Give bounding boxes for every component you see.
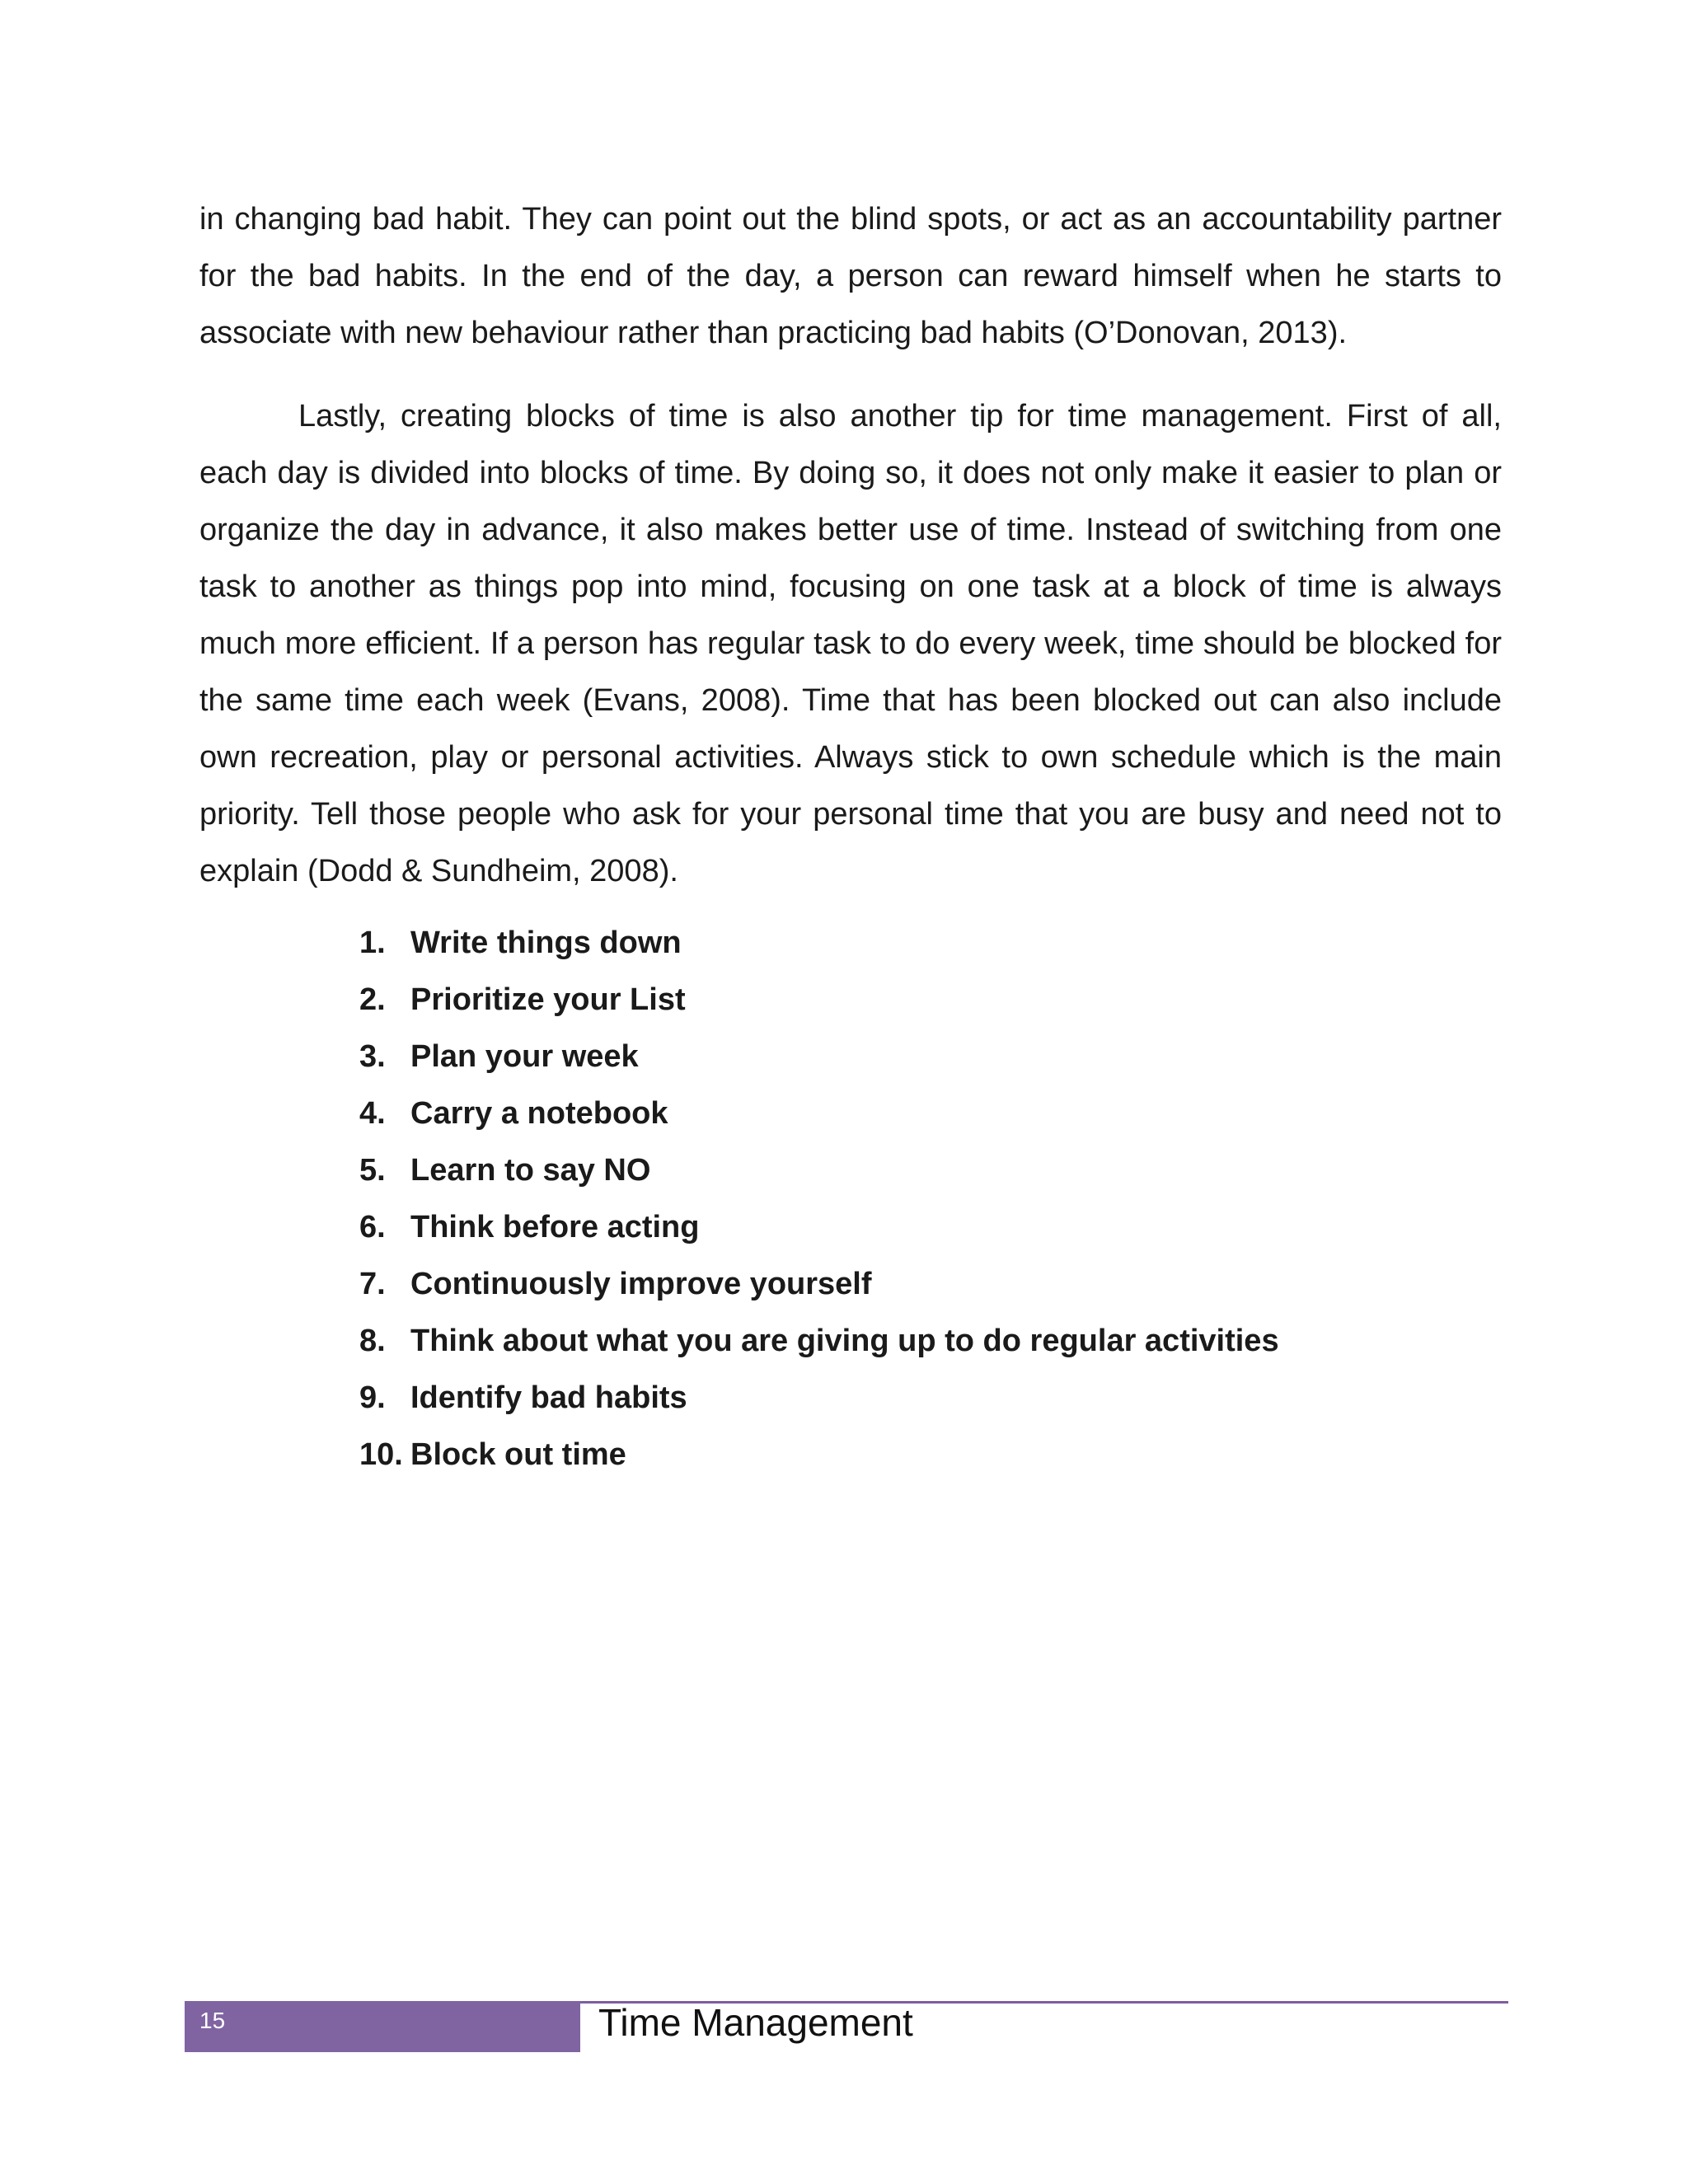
list-item-text: Continuously improve yourself	[410, 1267, 872, 1301]
list-item-text: Identify bad habits	[410, 1380, 687, 1415]
list-item-text: Think about what you are giving up to do regular activities	[410, 1324, 1279, 1358]
list-item-number: 4.	[359, 1096, 386, 1131]
list-item	[359, 915, 1502, 972]
list-item	[359, 1142, 1502, 1199]
list-item-text: Prioritize your List	[410, 982, 686, 1017]
list-item	[359, 1029, 1502, 1085]
list-item-text: Write things down	[410, 926, 682, 960]
list-item-number: 5.	[359, 1153, 386, 1188]
list-item-number: 8.	[359, 1324, 386, 1358]
list-item-number: 9.	[359, 1380, 386, 1415]
list-item-text: Think before acting	[410, 1210, 700, 1244]
list-item-number: 10.	[359, 1437, 403, 1472]
list-item	[359, 1370, 1502, 1427]
list-item	[359, 1427, 1502, 1483]
list-item	[359, 1256, 1502, 1313]
page-content	[199, 191, 1502, 1483]
paragraph-blocks-of-time: Lastly, creating blocks of time is also another tip for time management. First of all, each day is divided into blocks of time. By doing so, it does not only make it easier to plan or organize the day in advance, it also makes better use of time. Instead of switching from one task to another as things pop into mind, focusing on one task at a block of time is always much more efficient. If a person has regular task to do every week, time should be blocked for the same time each week (Evans, 2008). Time that has been blocked out can also include own recreation, play or personal activities. Always stick to own schedule which is the main priority. Tell those people who ask for your personal time that you are busy and need not to explain (Dodd & Sundheim, 2008).	[199, 399, 1502, 888]
list-item-number: 1.	[359, 926, 386, 960]
list-item	[359, 1199, 1502, 1256]
footer-title: Time Management	[598, 2001, 913, 2044]
list-item-text: Carry a notebook	[410, 1096, 668, 1131]
page-number: 15	[199, 2008, 226, 2033]
tips-list	[199, 915, 1502, 1483]
list-item-text: Plan your week	[410, 1039, 639, 1074]
list-item	[359, 1313, 1502, 1370]
footer-page-number-bar	[185, 2001, 580, 2052]
list-item-number: 6.	[359, 1210, 386, 1244]
list-item-number: 2.	[359, 982, 386, 1017]
list-item-number: 3.	[359, 1039, 386, 1074]
list-item	[359, 1085, 1502, 1142]
list-item-number: 7.	[359, 1267, 386, 1301]
list-item	[359, 972, 1502, 1029]
paragraph-bad-habits: in changing bad habit. They can point out the blind spots, or act as an accountability partner for the bad habits. In the end of the day, a person can reward himself when he starts to associate with new behaviour rather than practicing bad habits (O’Donovan, 2013).	[199, 202, 1502, 350]
list-item-text: Block out time	[410, 1437, 626, 1472]
list-item-text: Learn to say NO	[410, 1153, 651, 1188]
